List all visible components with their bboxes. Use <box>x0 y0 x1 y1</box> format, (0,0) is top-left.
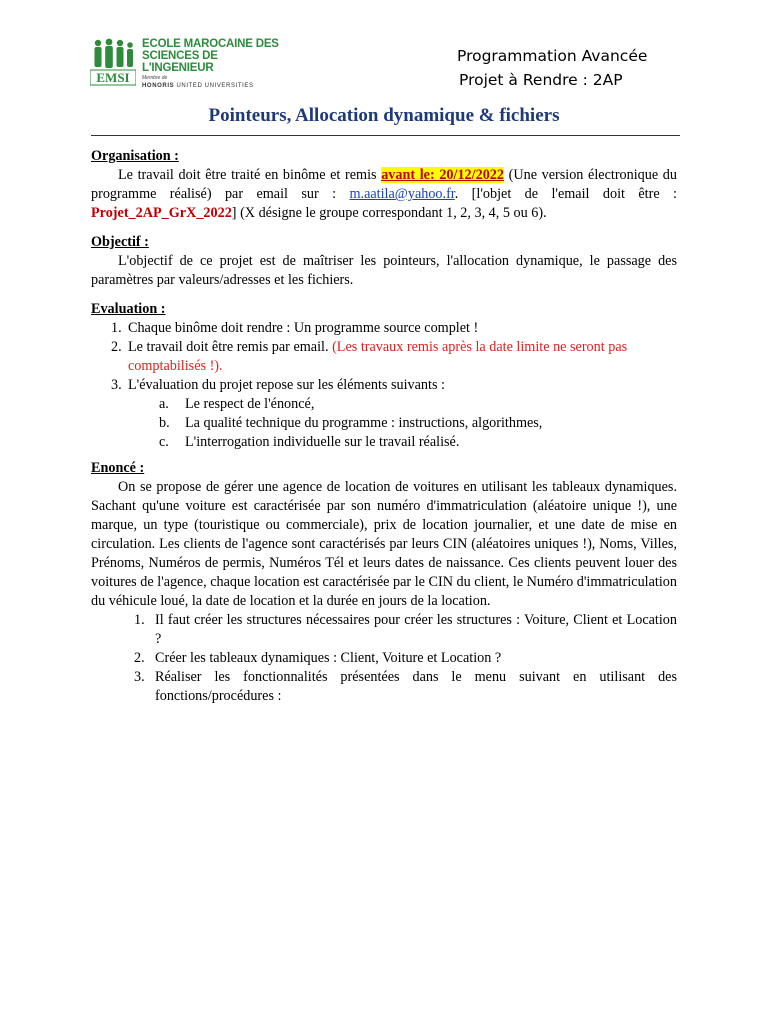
list-item: 2. Le travail doit être remis par email. (Les travaux remis après la date limite ne seront pas comptabilisés !). <box>111 339 628 374</box>
list-item: b. La qualité technique du programme : instructions, algorithmes, <box>159 415 543 431</box>
logo-school-line1: ECOLE MAROCAINE DES <box>142 38 279 50</box>
deadline-highlight: avant le: 20/12/2022 <box>381 167 504 183</box>
evaluation-heading: Evaluation : <box>91 301 166 317</box>
evaluation-list <box>91 319 677 452</box>
logo-honoris-text: HONORIS UNITED UNIVERSITIES <box>142 83 254 89</box>
list-item: 2. Créer les tableaux dynamiques : Client, Voiture et Location ? <box>134 650 502 666</box>
list-item: 3. L'évaluation du projet repose sur les éléments suivants : a. Le respect de l'énoncé, b. La qualité technique du programme : instructions, algorithmes, c. L'interrogation individuelle sur le travail réalisé. <box>91 376 677 452</box>
list-item: a. Le respect de l'énoncé, <box>159 396 315 412</box>
late-warning: (Les travaux remis après la date limite ne seront pas comptabilisés !). <box>128 339 628 374</box>
logo-member-text: Membre de <box>142 75 168 81</box>
enonce-task-list <box>91 611 677 706</box>
document-header <box>455 44 685 92</box>
school-logo <box>90 37 290 87</box>
emsi-logo-icon <box>90 37 136 87</box>
list-item: 1. Il faut créer les structures nécessaires pour créer les structures : Voiture, Client et Location ? <box>134 612 677 647</box>
document-body <box>91 147 677 706</box>
objectif-heading: Objectif : <box>91 234 149 250</box>
logo-school-line2: SCIENCES DE L'INGENIEUR <box>142 50 218 74</box>
emsi-logo-text: EMSI <box>96 70 130 85</box>
title-divider <box>91 135 680 136</box>
email-subject: Projet_2AP_GrX_2022 <box>91 205 232 221</box>
list-item: 3. Réaliser les fonctionnalités présentées dans le menu suivant en utilisant des fonctions/procédures : <box>134 669 677 704</box>
email-link[interactable]: m.aatila@yahoo.fr <box>349 186 455 202</box>
evaluation-criteria-list <box>128 395 677 452</box>
organisation-heading: Organisation : <box>91 148 179 164</box>
objectif-text: L'objectif de ce projet est de maîtriser les pointeurs, l'allocation dynamique, le passage des paramètres par valeurs/adresses et les fichiers. <box>91 253 677 288</box>
project-label: Projet à Rendre : 2AP <box>459 71 623 89</box>
page-title: Pointeurs, Allocation dynamique & fichiers <box>208 105 560 126</box>
organisation-text: Le travail doit être traité en binôme et remis avant le: 20/12/2022 (Une version électronique du programme réalisé) par email sur : m.aatila@yahoo.fr. [l'objet de l'email doit être : Projet_2AP_GrX_2022] (X désigne le groupe correspondant 1, 2, 3, 4, 5 ou 6). <box>91 167 677 221</box>
enonce-heading: Enoncé : <box>91 460 145 476</box>
enonce-text: On se propose de gérer une agence de location de voitures en utilisant les tableaux dynamiques. Sachant qu'une voiture est caractérisée par son numéro d'immatriculation (aléatoire unique !), une marque, un type (touristique ou commerciale), prix de location journalier, et une date de mise en circulation. Les clients de l'agence sont caractérisés par leurs CIN (aléatoires uniques !), Noms, Villes, Prénoms, Numéros de permis, Numéros Tél et leurs dates de naissance. Ces clients peuvent louer des voitures de l'agence, chaque location est caractérisée par le CIN du client, le Numéro d'immatriculation du véhicule loué, la date de location et la durée en jours de la location. <box>91 479 677 609</box>
course-name: Programmation Avancée <box>457 47 648 65</box>
list-item: 1. Chaque binôme doit rendre : Un programme source complet ! <box>111 320 479 336</box>
list-item: c. L'interrogation individuelle sur le travail réalisé. <box>159 434 460 450</box>
